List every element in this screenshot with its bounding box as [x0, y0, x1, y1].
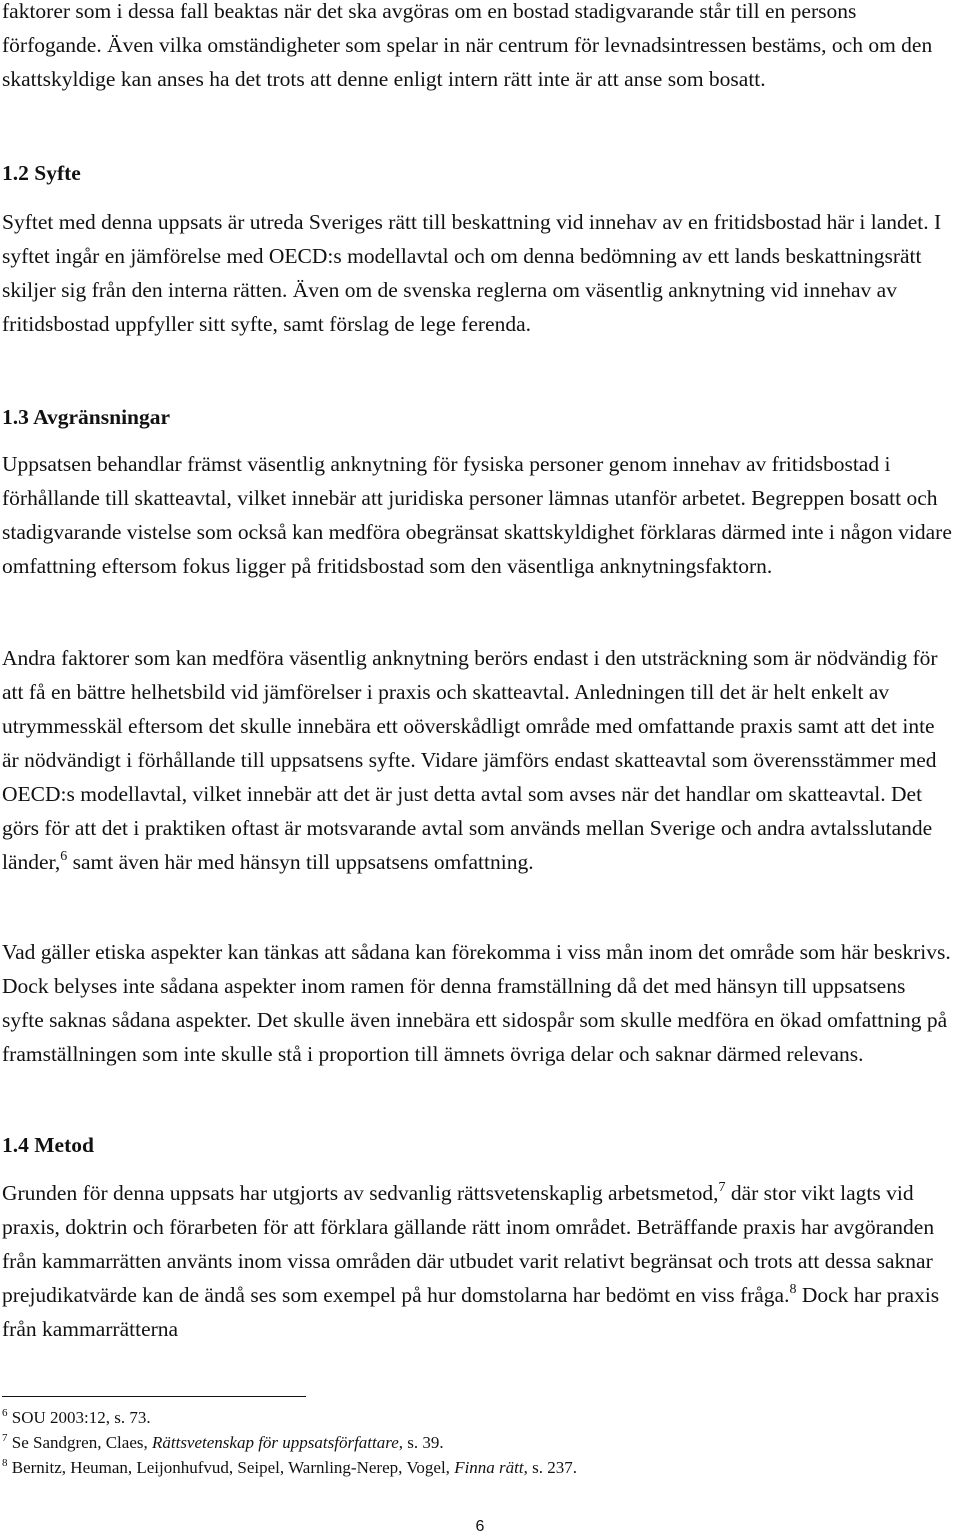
paragraph-text: där stor vikt lagts vid praxis, doktrin och förarbeten för att förklara gällande rätt inom området. Beträffande praxis har avgöranden från kammarrätten använts inom vissa områden där utbudet varit relativt begränsat och trots att dessa saknar prejudikatvärde kan de ändå ses som exempel på hur domstolarna har bedömt en viss fråga.: [2, 1181, 935, 1307]
paragraph-text: Grunden för denna uppsats har utgjorts av sedvanlig rättsvetenskaplig arbetsmetod,: [2, 1181, 719, 1205]
footnote-title: Rättsvetenskap för uppsatsförfattare: [151, 1433, 399, 1452]
footnote-text: SOU 2003:12, s. 73.: [7, 1408, 151, 1427]
footnote-number: 7: [2, 1432, 8, 1444]
footnote-ref-8[interactable]: 8: [789, 1282, 797, 1297]
footnote-ref-6[interactable]: 6: [60, 849, 68, 864]
footnote-8: [2, 1455, 952, 1480]
section-heading-syfte: 1.2 Syfte: [2, 161, 81, 185]
avgransningar-paragraph-2: [2, 641, 952, 879]
footnote-number: 8: [2, 1457, 8, 1469]
footnote-separator: [2, 1396, 306, 1397]
page-number: 6: [475, 1518, 485, 1535]
paragraph-text: Andra faktorer som kan medföra väsentlig anknytning berörs endast i den utsträckning som är nödvändig för att få en bättre helhetsbild vid jämförelser i praxis och skatteavtal. Anledningen till det är helt enkelt av utrymmesskäl eftersom det skulle innebära ett oöverskådligt område med omfattande praxis samt att det inte är nödvändigt i förhållande till uppsatsens syfte. Vidare jämförs endast skatteavtal som överensstämmer med OECD:s modellavtal, vilket innebär att det är just detta avtal som avses när det handlar om skatteavtal. Det görs för att det i praktiken oftast är motsvarande avtal som används mellan Sverige och andra avtalsslutande länder,: [2, 646, 938, 874]
footnote-6: [2, 1405, 952, 1430]
metod-paragraph: [2, 1176, 952, 1346]
section-heading-metod: 1.4 Metod: [2, 1133, 94, 1157]
footnote-text: Bernitz, Heuman, Leijonhufvud, Seipel, Warnling-Nerep, Vogel,: [7, 1458, 455, 1477]
intro-paragraph: faktorer som i dessa fall beaktas när det ska avgöras om en bostad stadigvarande står till en persons förfogande. Även vilka omständigheter som spelar in när centrum för levnadsintressen bestäms, och om den skattskyldige kan anses ha det trots att denne enligt intern rätt inte är att anse som bosatt.: [2, 0, 933, 91]
paragraph-text: samt även här med hänsyn till uppsatsens omfattning.: [67, 850, 534, 874]
avgransningar-paragraph-1: Uppsatsen behandlar främst väsentlig anknytning för fysiska personer genom innehav av fritidsbostad i förhållande till skatteavtal, vilket innebär att juridiska personer lämnas utanför arbetet. Begreppen bosatt och stadigvarande vistelse som också kan medföra obegränsat skattskyldighet förklaras därmed inte i någon vidare omfattning eftersom fokus ligger på fritidsbostad som den väsentliga anknytningsfaktorn.: [2, 452, 952, 578]
avgransningar-paragraph-3: Vad gäller etiska aspekter kan tänkas att sådana kan förekomma i viss mån inom det område som här beskrivs. Dock belyses inte sådana aspekter inom ramen för denna framställning då det med hänsyn till uppsatsens syfte saknas sådana aspekter. Det skulle även innebära ett sidospår som skulle medföra en ökad omfattning på framställningen som inte skulle stå i proportion till ämnets övriga delar och saknar därmed relevans.: [2, 940, 951, 1066]
paragraph-text: Dock har praxis från kammarrätterna: [2, 1283, 940, 1341]
footnote-text: , s. 237.: [523, 1458, 577, 1477]
footnote-title: Finna rätt: [454, 1458, 524, 1477]
footnote-text: Se Sandgren, Claes,: [7, 1433, 152, 1452]
syfte-paragraph: Syftet med denna uppsats är utreda Sveriges rätt till beskattning vid innehav av en fritidsbostad här i landet. I syftet ingår en jämförelse med OECD:s modellavtal och om denna bedömning av ett lands beskattningsrätt skiljer sig från den interna rätten. Även om de svenska reglerna om väsentlig anknytning vid innehav av fritidsbostad uppfyller sitt syfte, samt förslag de lege ferenda.: [2, 210, 942, 336]
footnote-text: , s. 39.: [398, 1433, 444, 1452]
footnote-ref-7[interactable]: 7: [718, 1180, 726, 1195]
section-heading-avgransningar: 1.3 Avgränsningar: [2, 405, 171, 429]
footnote-7: [2, 1430, 952, 1455]
footnote-number: 6: [2, 1407, 8, 1419]
footnotes: [2, 1405, 952, 1480]
